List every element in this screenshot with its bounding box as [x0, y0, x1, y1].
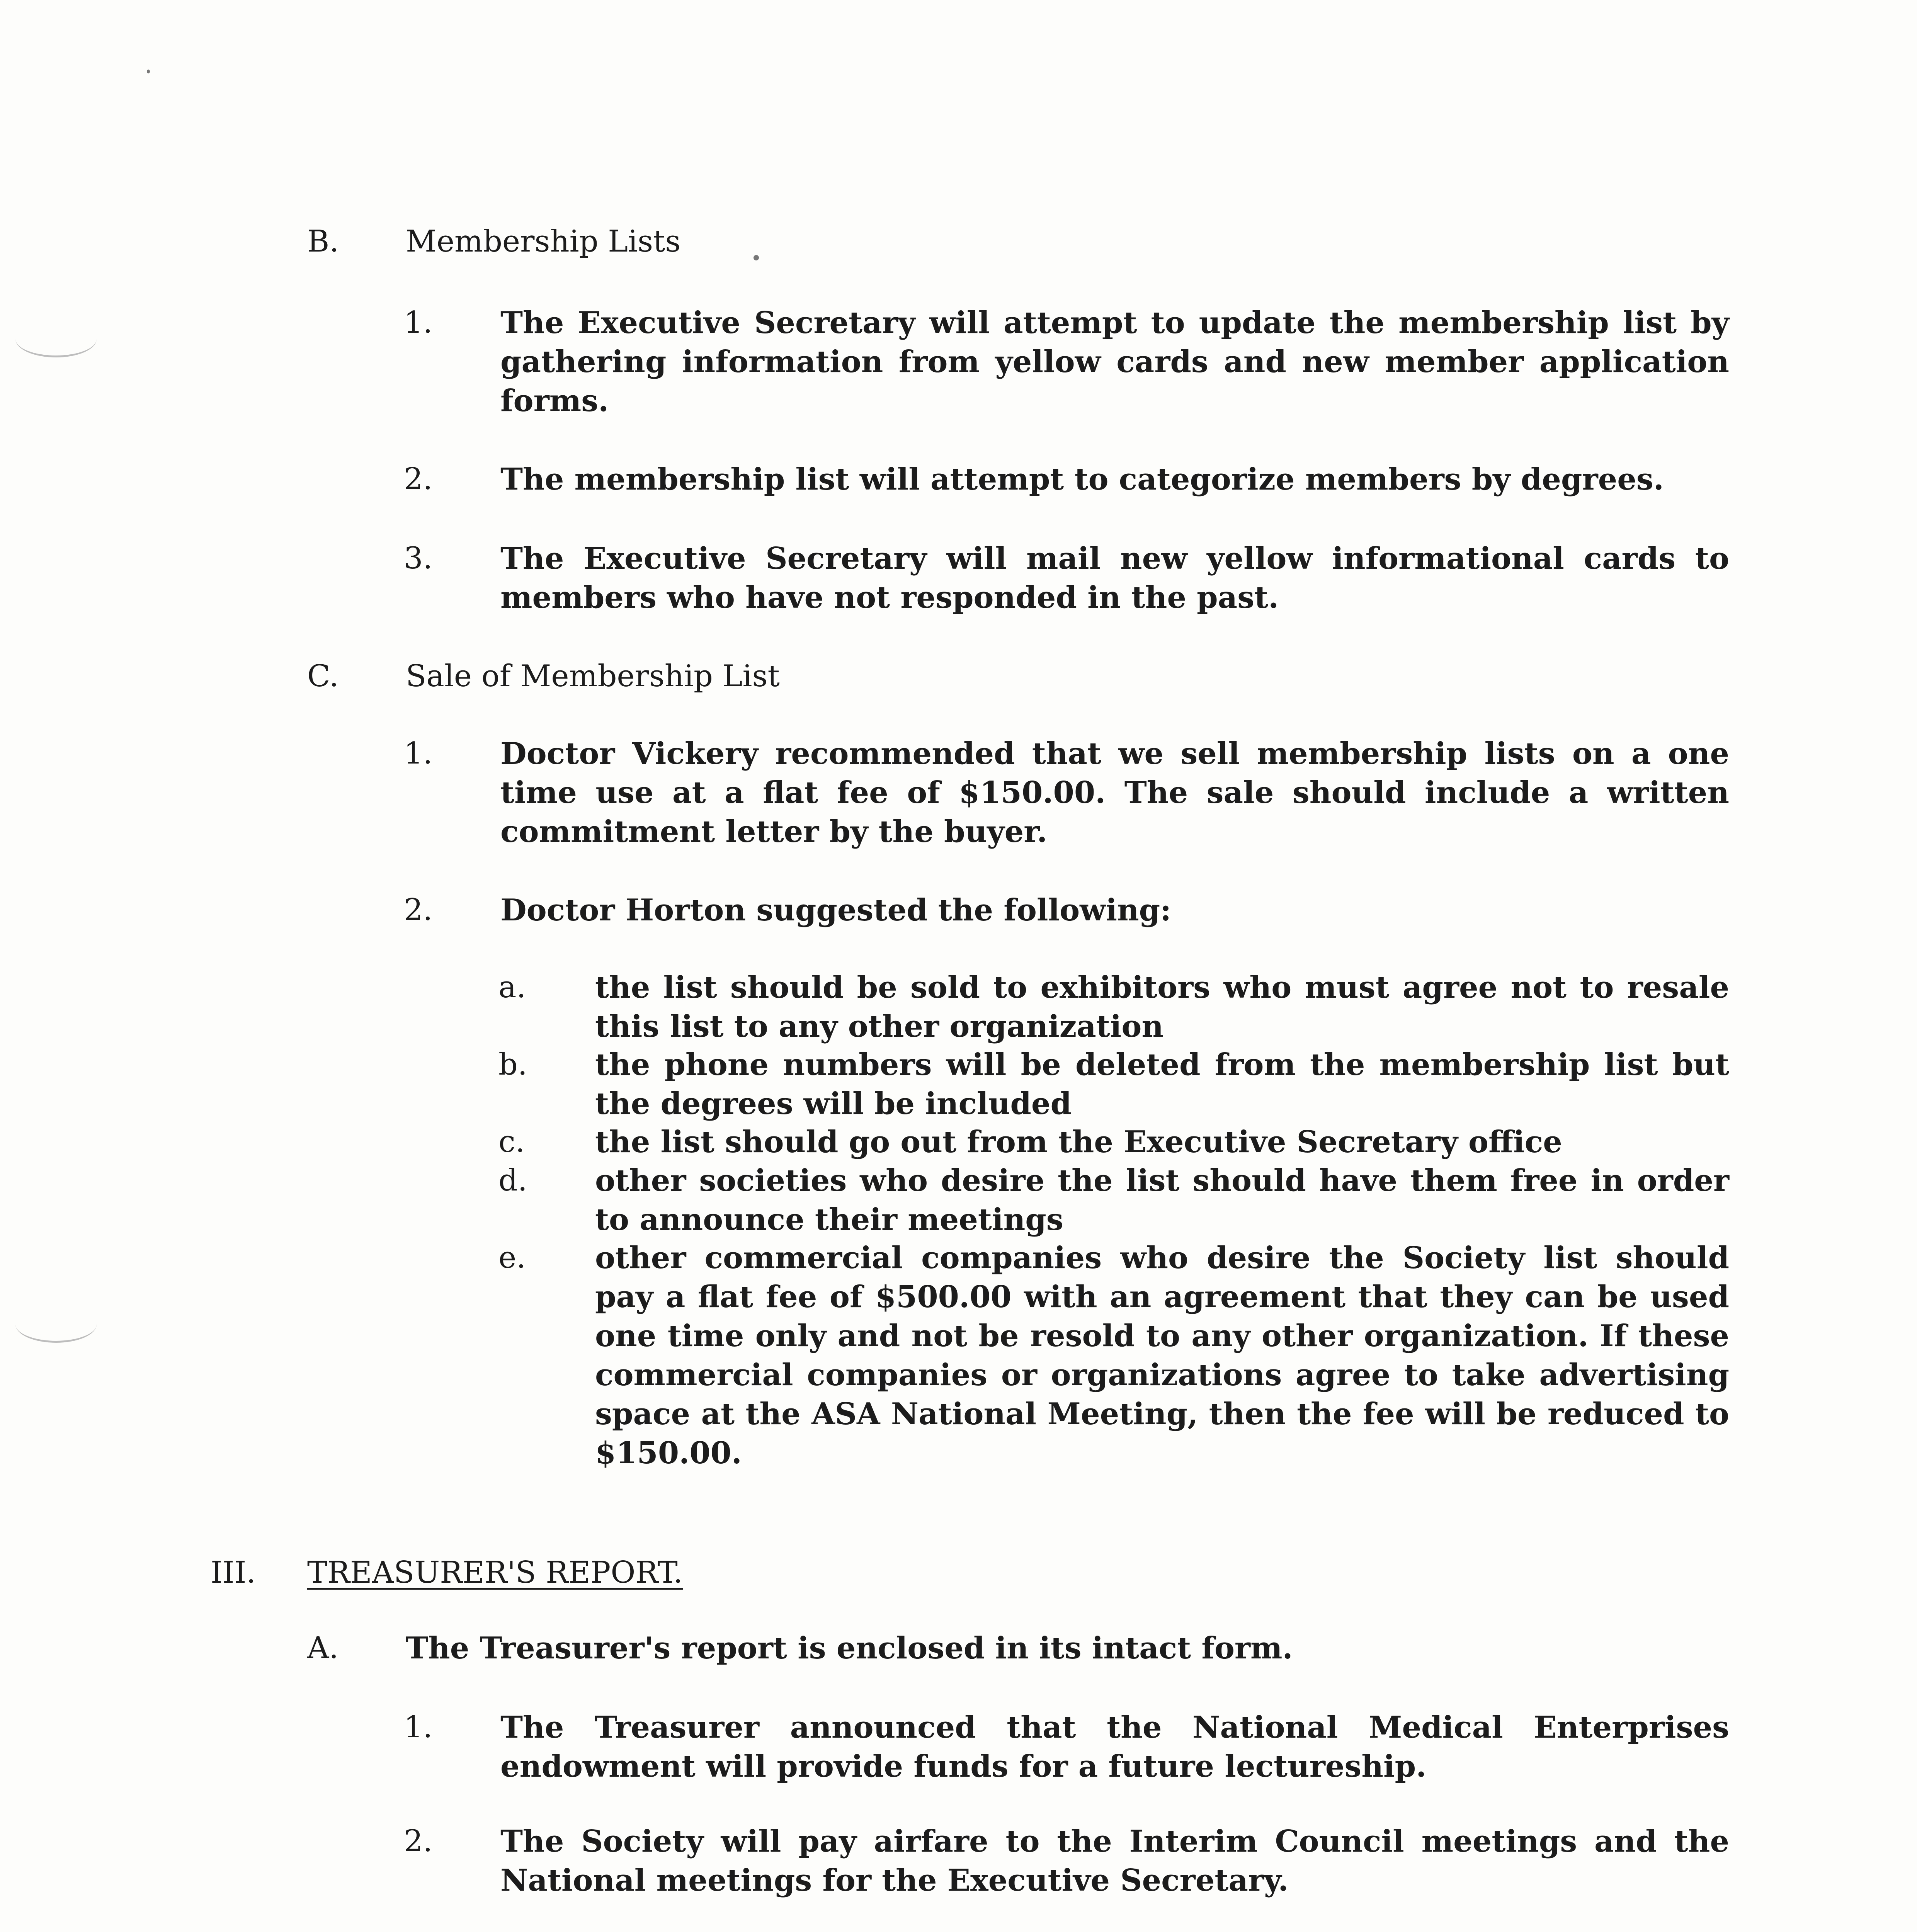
section-iii-marker: III. [211, 1555, 256, 1590]
section-iii-a-marker: A. [307, 1631, 339, 1665]
section-c-subitem-c-marker: c. [498, 1124, 525, 1159]
section-c-subitem-b-marker: b. [498, 1047, 527, 1082]
section-c-subitem-d-text: other societies who desire the list should have them free in order to announce their meetings [595, 1163, 1729, 1237]
section-iii-item-2-text: The Society will pay airfare to the Interim Council meetings and the National meetings for the Executive Secretary. [500, 1824, 1729, 1898]
section-b-item-2-text: The membership list will attempt to categorize members by degrees. [500, 462, 1664, 497]
section-c-subitem-c-text: the list should go out from the Executive Secretary office [595, 1124, 1562, 1160]
section-c-item-2-text: Doctor Horton suggested the following: [500, 893, 1171, 928]
section-b-item-1-marker: 1. [404, 305, 433, 340]
section-b-item-2-marker: 2. [404, 462, 433, 497]
section-c-item-2-marker: 2. [404, 893, 433, 927]
section-iii-item-2-marker: 2. [404, 1824, 433, 1859]
section-c-item-1-marker: 1. [404, 736, 433, 771]
section-c-subitem-b-text: the phone numbers will be deleted from the membership list but the degrees will be included [595, 1047, 1729, 1121]
section-c-title: Sale of Membership List [406, 659, 780, 694]
section-b-title: Membership Lists [406, 224, 681, 259]
section-b-item-3-marker: 3. [404, 541, 433, 576]
section-b-item-3-text: The Executive Secretary will mail new yellow informational cards to members who have not responded in the past. [500, 541, 1729, 615]
section-iii-item-1-marker: 1. [404, 1710, 433, 1745]
section-b-marker: B. [307, 224, 339, 259]
section-c-subitem-e-marker: e. [498, 1240, 526, 1275]
section-iii-title: TREASURER'S REPORT. [307, 1555, 683, 1590]
section-iii-a-text: The Treasurer's report is enclosed in its intact form. [406, 1631, 1293, 1666]
section-c-subitem-a-text: the list should be sold to exhibitors who must agree not to resale this list to any other organization [595, 970, 1729, 1044]
punch-hole-mark-top [15, 321, 97, 357]
section-c-item-1-text: Doctor Vickery recommended that we sell membership lists on a one time use at a flat fee of $150.00. The sale should include a written commitment letter by the buyer. [500, 736, 1729, 849]
scan-speck [754, 255, 759, 260]
section-b-item-1-text: The Executive Secretary will attempt to update the membership list by gathering information from yellow cards and new member application forms. [500, 305, 1729, 418]
section-iii-item-1-text: The Treasurer announced that the National Medical Enterprises endowment will provide funds for a future lectureship. [500, 1710, 1729, 1784]
section-c-subitem-e-text: other commercial companies who desire the Society list should pay a flat fee of $500.00 with an agreement that they can be used one time only and not be resold to any other organization. If these commercial companies or organizations agree to take advertising space at the ASA National Meeting, then the fee will be reduced to $150.00. [595, 1240, 1729, 1471]
section-c-marker: C. [307, 659, 339, 694]
section-c-subitem-a-marker: a. [498, 970, 526, 1005]
scan-speck [147, 70, 150, 73]
section-c-subitem-d-marker: d. [498, 1163, 527, 1198]
punch-hole-mark-middle [15, 1306, 97, 1343]
